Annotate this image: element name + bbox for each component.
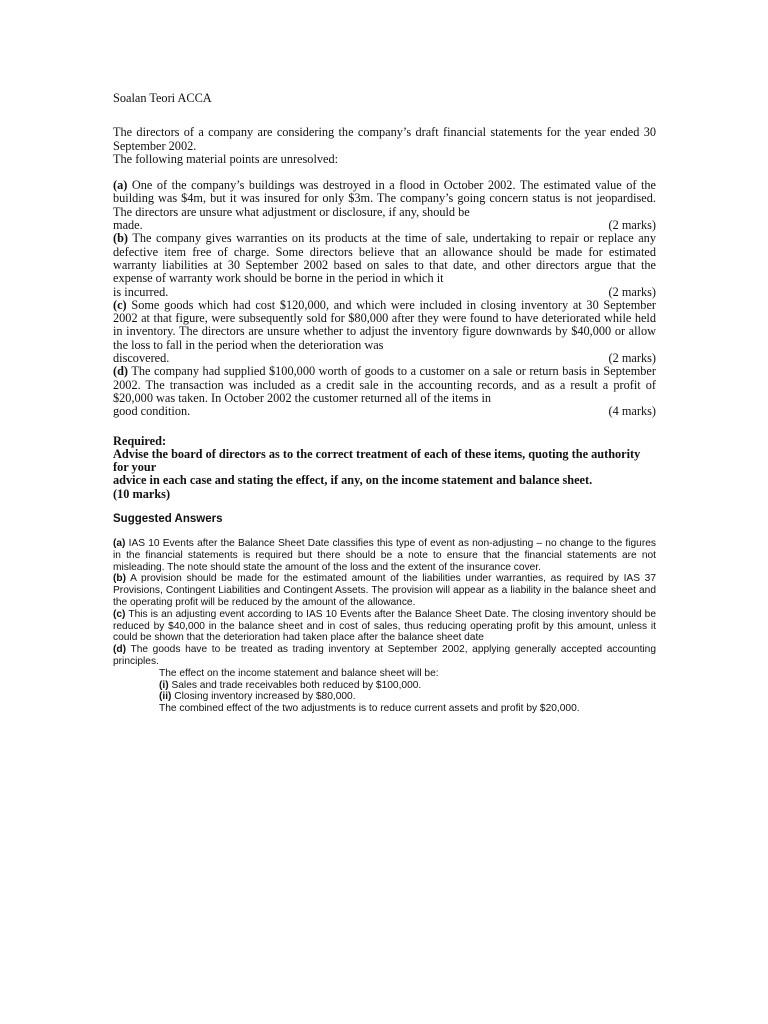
answer-label: (c) — [113, 608, 126, 620]
answer-text: The goods have to be treated as trading inventory at September 2002, applying generally accepted accounting principles. — [113, 644, 656, 667]
item-text: The company had supplied $100,000 worth of goods to a customer on a sale or return basis in September 2002. The transaction was included as a credit sale in the accounting records, and as a result a profit of $20,000 was taken. In October 2002 the customer returned all of the items in — [113, 364, 656, 405]
answer-label: (b) — [113, 573, 127, 585]
answer-d-effect-intro: The effect on the income statement and balance sheet will be: — [159, 667, 439, 679]
answer-b — [113, 573, 656, 608]
required-section — [113, 435, 656, 501]
item-label: (a) — [113, 178, 128, 193]
item-text: One of the company’s buildings was destroyed in a flood in October 2002. The estimated value of the building was $4m, but it was insured for only $3m. The company’s going concern status is not jeopardised. The directors are unsure what adjustment or disclosure, if any, should be — [113, 178, 656, 219]
item-label: (d) — [113, 364, 129, 379]
answer-sub-label: (i) — [159, 679, 169, 691]
question-item-c — [113, 299, 656, 352]
item-last-line: good condition. — [113, 404, 191, 419]
answer-sub-text: Closing inventory increased by $80,000. — [174, 691, 356, 703]
answer-d-combined-effect: The combined effect of the two adjustments is to reduce current assets and profit by $20,000. — [159, 703, 580, 715]
marks-label: (4 marks) — [608, 404, 656, 419]
required-heading: Required: — [113, 433, 167, 448]
answer-text: This is an adjusting event according to IAS 10 Events after the Balance Sheet Date. The closing inventory should be reduced by $40,000 in the balance sheet and in cost of sales, thus reducing operating profit by this amount, unless it could be shown that the deterioration had taken place after the balance sheet date — [113, 608, 656, 644]
question-item-d-marks-line — [113, 405, 656, 418]
item-text: Some goods which had cost $120,000, and which were included in closing inventory at 30 September 2002 at that figure, were subsequently sold for $80,000 after they were found to have deteriorated while held in inventory. The directors are unsure whether to adjust the inventory figure downwards by $40,000 or allow the loss to fall in the period when the deterioration was — [113, 297, 656, 352]
answer-d — [113, 644, 656, 668]
answer-a — [113, 538, 656, 573]
item-label: (b) — [113, 231, 129, 246]
answer-sub-label: (ii) — [159, 691, 172, 703]
question-item-d — [113, 365, 656, 405]
suggested-answers-heading: Suggested Answers — [113, 513, 223, 526]
marks-label: (2 marks) — [608, 218, 656, 233]
answer-d-item-ii — [113, 691, 656, 703]
question-item-a-marks-line — [113, 219, 656, 232]
required-line-2: advice in each case and stating the effect, if any, on the income statement and balance sheet. — [113, 473, 593, 488]
answer-label: (d) — [113, 644, 127, 656]
question-item-c-marks-line — [113, 352, 656, 365]
answer-text: IAS 10 Events after the Balance Sheet Date classifies this type of event as non-adjusting – no change to the figures in the financial statements is required but there should be a note to ensure that the financial statements are not misleading. The note should state the amount of the loss and the extent of the insurance cover. — [113, 538, 656, 573]
question-item-a — [113, 179, 656, 219]
question-item-b — [113, 232, 656, 285]
document-page — [113, 92, 656, 715]
item-label: (c) — [113, 297, 127, 312]
required-marks: (10 marks) — [113, 486, 171, 501]
answer-sub-text: Sales and trade receivables both reduced by $100,000. — [171, 679, 422, 691]
answer-d-item-i — [113, 680, 656, 692]
intro-line-1: The directors of a company are considering the company’s draft financial statements for the year ended 30 September 2002. — [113, 125, 656, 153]
answer-label: (a) — [113, 538, 126, 550]
marks-label: (2 marks) — [608, 351, 656, 366]
answer-c — [113, 609, 656, 644]
item-last-line: discovered. — [113, 351, 170, 366]
question-item-b-marks-line — [113, 286, 656, 299]
intro-line-2: The following material points are unresolved: — [113, 151, 339, 166]
item-text: The company gives warranties on its products at the time of sale, undertaking to repair or replace any defective item free of charge. Some directors believe that an allowance should be made for estimated warranty liabilities at 30 September 2002 based on sales to that date, and other directors argue that the expense of warranty work should be borne in the period in which it — [113, 231, 656, 286]
item-last-line: is incurred. — [113, 284, 169, 299]
marks-label: (2 marks) — [608, 284, 656, 299]
answer-text: A provision should be made for the estimated amount of the liabilities under warranties, as required by IAS 37 Provisions, Contingent Liabilities and Contingent Assets. The provision will appear as a liability in the balance sheet and the operating profit will be reduced by the amount of the allowance. — [113, 573, 656, 608]
item-last-line: made. — [113, 218, 143, 233]
required-line-1: Advise the board of directors as to the correct treatment of each of these items, quoting the authority for your — [113, 446, 641, 475]
intro-paragraph — [113, 126, 656, 153]
document-title: Soalan Teori ACCA — [113, 91, 212, 105]
